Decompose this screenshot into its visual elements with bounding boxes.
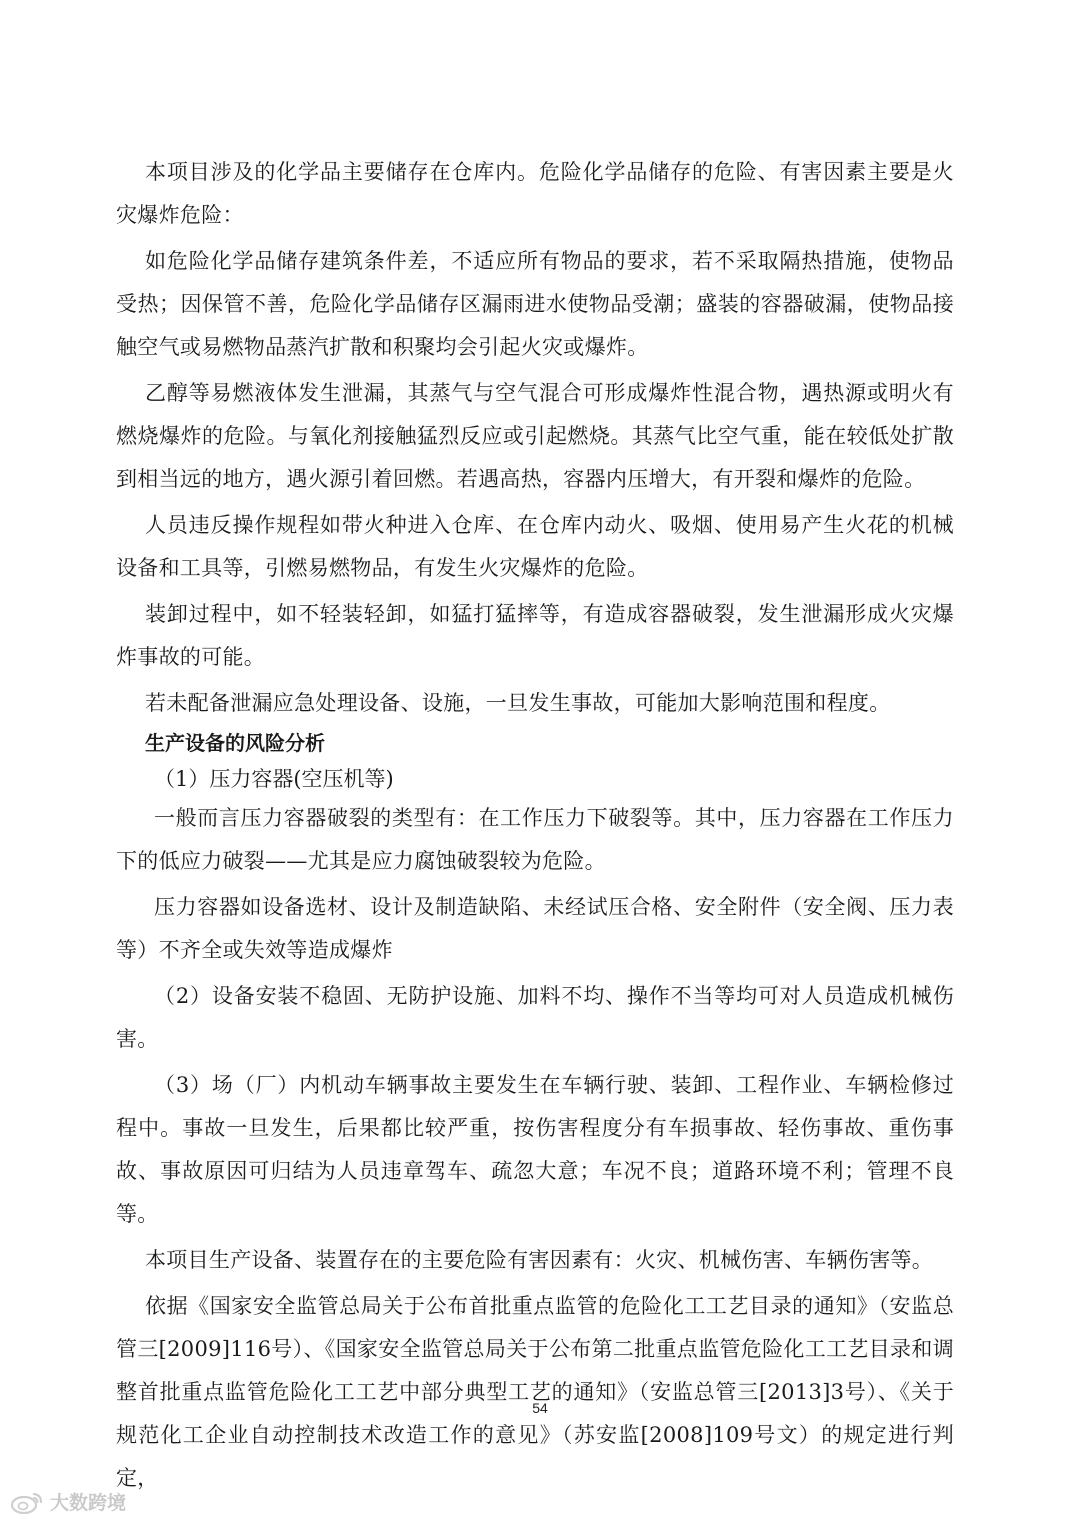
paragraph-operation-violation: 人员违反操作规程如带火种进入仓库、在仓库内动火、吸烟、使用易产生火花的机械设备和工具等，引燃易燃物品，有发生火灾爆炸的危险。 [116,513,954,580]
page-number: 54 [532,1400,548,1416]
watermark-text: 大数跨境 [50,1492,127,1514]
watermark [10,1488,126,1515]
paragraph-emergency-equipment: 若未配备泄漏应急处理设备、设施，一旦发生事故，可能加大影响范围和程度。 [145,691,891,715]
section-heading-equipment-risk: 生产设备的风险分析 [145,731,325,755]
paragraph-pressure-rupture: 一般而言压力容器破裂的类型有：在工作压力下破裂等。其中，压力容器在工作压力下的低应力破裂——尤其是应力腐蚀破裂较为危险。 [116,806,954,873]
subheading-pressure-vessel: （1）压力容器(空压机等) [154,767,394,791]
paragraph-regulatory-basis: 依据《国家安全监管总局关于公布首批重点监管的危险化工工艺目录的通知》（安监总管三[2009]116号）、《国家安全监管总局关于公布第二批重点监管危险化工工艺目录和调整首批重点监管危险化工工艺中部分典型工艺的通知》（安监总管三[2013]3号）、《关于规范化工企业自动控制技术改造工作的意见》（苏安监[2008]109号文）的规定进行判定， [116,1294,954,1490]
document-body [116,151,954,1500]
paragraph-summary: 本项目生产设备、装置存在的主要危险有害因素有：火灾、机械伤害、车辆伤害等。 [145,1248,934,1272]
paragraph-item-mechanical-injury: （2）设备安装不稳固、无防护设施、加料不均、操作不当等均可对人员造成机械伤害。 [116,984,954,1051]
paragraph-pressure-defects: 压力容器如设备选材、设计及制造缺陷、未经试压合格、安全附件（安全阀、压力表等）不齐全或失效等造成爆炸 [116,895,954,962]
weibo-logo-icon [10,1490,44,1514]
paragraph-loading-unloading: 装卸过程中，如不轻装轻卸，如猛打猛摔等，有造成容器破裂，发生泄漏形成火灾爆炸事故的可能。 [116,602,954,669]
paragraph-ethanol-leak: 乙醇等易燃液体发生泄漏，其蒸气与空气混合可形成爆炸性混合物，遇热源或明火有燃烧爆炸的危险。与氧化剂接触猛烈反应或引起燃烧。其蒸气比空气重，能在较低处扩散到相当远的地方，遇火源引着回燃。若遇高热，容器内压增大，有开裂和爆炸的危险。 [116,381,954,491]
paragraph-storage-hazard: 本项目涉及的化学品主要储存在仓库内。危险化学品储存的危险、有害因素主要是火灾爆炸危险： [116,160,954,227]
paragraph-item-vehicle-accident: （3）场（厂）内机动车辆事故主要发生在车辆行驶、装卸、工程作业、车辆检修过程中。事故一旦发生，后果都比较严重，按伤害程度分有车损事故、轻伤事故、重伤事故、事故原因可归结为人员违章驾车、疏忽大意；车况不良；道路环境不利；管理不良等。 [116,1073,954,1226]
paragraph-storage-conditions: 如危险化学品储存建筑条件差，不适应所有物品的要求，若不采取隔热措施，使物品受热；因保管不善，危险化学品储存区漏雨进水使物品受潮；盛装的容器破漏，使物品接触空气或易燃物品蒸汽扩散和积聚均会引起火灾或爆炸。 [116,249,954,359]
